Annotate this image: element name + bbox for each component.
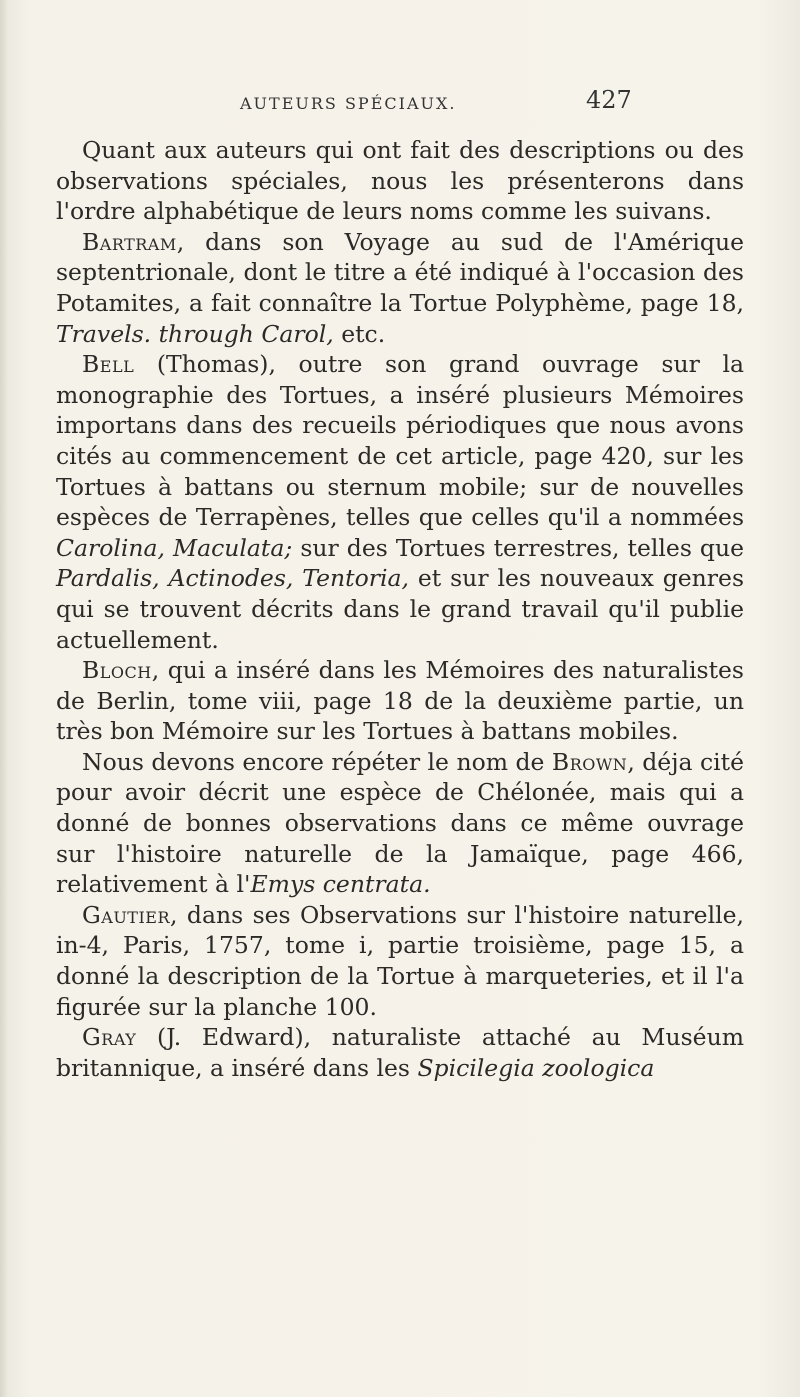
text-span: , qui a inséré dans les Mémoires des naturalistes de Berlin, tome viii, page 18 de la deuxième partie, un très bon Mémoire sur les Tortues à battans mobiles. — [56, 656, 744, 746]
author-name: Bloch — [82, 656, 152, 685]
paragraph — [56, 135, 744, 227]
paragraph — [56, 900, 744, 1022]
author-name: Gautier — [82, 900, 171, 929]
running-head: AUTEURS SPÉCIAUX. — [240, 94, 457, 113]
paragraph — [56, 1022, 744, 1083]
text-span: Nous devons encore répéter le nom de — [82, 747, 552, 776]
page-header — [240, 86, 740, 126]
paragraph — [56, 747, 744, 900]
text-span: et sur les nouveaux genres qui se trouvent décrits dans le grand travail qu'il publie actuellement. — [56, 564, 745, 654]
italic-span: Travels. through Carol, — [56, 319, 334, 348]
author-name: Bartram — [82, 227, 177, 256]
author-name: Brown — [551, 747, 628, 776]
author-name: Gray — [82, 1023, 137, 1052]
page-gutter-shadow — [0, 0, 8, 1397]
body-text — [56, 135, 744, 1083]
italic-span: Pardalis, Actinodes, Tentoria, — [56, 564, 409, 593]
text-span: sur des Tortues terrestres, telles que — [292, 533, 744, 562]
text-span: , dans ses Observations sur l'histoire naturelle, in-4, Paris, 1757, tome i, partie troisième, page 15, a donné la description de la Tortue à marqueteries, et il l'a figurée sur la planche 100. — [56, 900, 744, 1021]
italic-span: Emys centrata. — [250, 870, 431, 899]
text-span: etc. — [333, 319, 386, 348]
text-span: (J. Edward), naturaliste attaché au Muséum britannique, a inséré dans les — [56, 1023, 744, 1082]
italic-span: Carolina, Maculata; — [56, 533, 293, 562]
page-number: 427 — [586, 86, 632, 114]
italic-span: Spicilegia zoologica — [417, 1053, 655, 1082]
paragraph — [56, 349, 744, 655]
text-span: (Thomas), outre son grand ouvrage sur la monographie des Tortues, a inséré plusieurs Mémoires importans dans des recueils périodiques que nous avons cités au commencement de cet article, page 420, sur les Tortues à battans ou sternum mobile; sur de nouvelles espèces de Terrapènes, telles que celles qu'il a nommées — [56, 350, 744, 532]
text-span: , déja cité pour avoir décrit une espèce de Chélonée, mais qui a donné de bonnes observations dans ce même ouvrage sur l'histoire naturelle de la Jamaïque, page 466, relativement à l' — [56, 747, 745, 899]
author-name: Bell — [82, 350, 135, 379]
text-span: , dans son Voyage au sud de l'Amérique septentrionale, dont le titre a été indiqué à l'occasion des Potamites, a fait connaître la Tortue Polyphème, page 18, — [56, 227, 744, 317]
paragraph — [56, 227, 744, 349]
text-span: Quant aux auteurs qui ont fait des descriptions ou des observations spéciales, nous les présenterons dans l'ordre alphabétique de leurs noms comme les suivans. — [56, 136, 744, 226]
paragraph — [56, 655, 744, 747]
